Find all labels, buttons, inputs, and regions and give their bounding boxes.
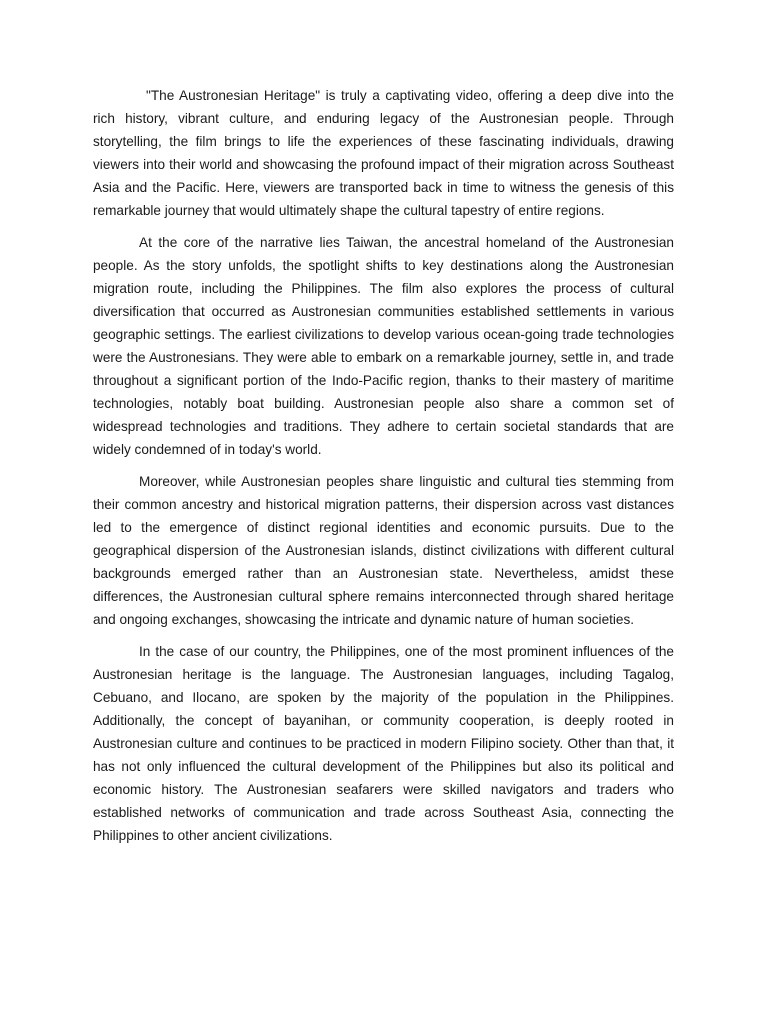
document-body — [93, 84, 674, 856]
paragraph-1: "The Austronesian Heritage" is truly a captivating video, offering a deep dive into the rich history, vibrant culture, and enduring legacy of the Austronesian people. Through storytelling, the film brings to life the experiences of these fascinating individuals, drawing viewers into their world and showcasing the profound impact of their migration across Southeast Asia and the Pacific. Here, viewers are transported back in time to witness the genesis of this remarkable journey that would ultimately shape the cultural tapestry of entire regions. — [93, 88, 674, 218]
paragraph-3: Moreover, while Austronesian peoples share linguistic and cultural ties stemming from their common ancestry and historical migration patterns, their dispersion across vast distances led to the emergence of distinct regional identities and economic pursuits. Due to the geographical dispersion of the Austronesian islands, distinct civilizations with different cultural backgrounds emerged rather than an Austronesian state. Nevertheless, amidst these differences, the Austronesian cultural sphere remains interconnected through shared heritage and ongoing exchanges, showcasing the intricate and dynamic nature of human societies. — [93, 474, 674, 627]
paragraph-2: At the core of the narrative lies Taiwan, the ancestral homeland of the Austronesian people. As the story unfolds, the spotlight shifts to key destinations along the Austronesian migration route, including the Philippines. The film also explores the process of cultural diversification that occurred as Austronesian communities established settlements in various geographic settings. The earliest civilizations to develop various ocean-going trade technologies were the Austronesians. They were able to embark on a remarkable journey, settle in, and trade throughout a significant portion of the Indo-Pacific region, thanks to their mastery of maritime technologies, notably boat building. Austronesian people also share a common set of widespread technologies and traditions. They adhere to certain societal standards that are widely condemned of in today's world. — [93, 235, 674, 457]
paragraph-4: In the case of our country, the Philippines, one of the most prominent influences of the Austronesian heritage is the language. The Austronesian languages, including Tagalog, Cebuano, and Ilocano, are spoken by the majority of the population in the Philippines. Additionally, the concept of bayanihan, or community cooperation, is deeply rooted in Austronesian culture and continues to be practiced in modern Filipino society. Other than that, it has not only influenced the cultural development of the Philippines but also its political and economic history. The Austronesian seafarers were skilled navigators and traders who established networks of communication and trade across Southeast Asia, connecting the Philippines to other ancient civilizations. — [93, 644, 674, 843]
